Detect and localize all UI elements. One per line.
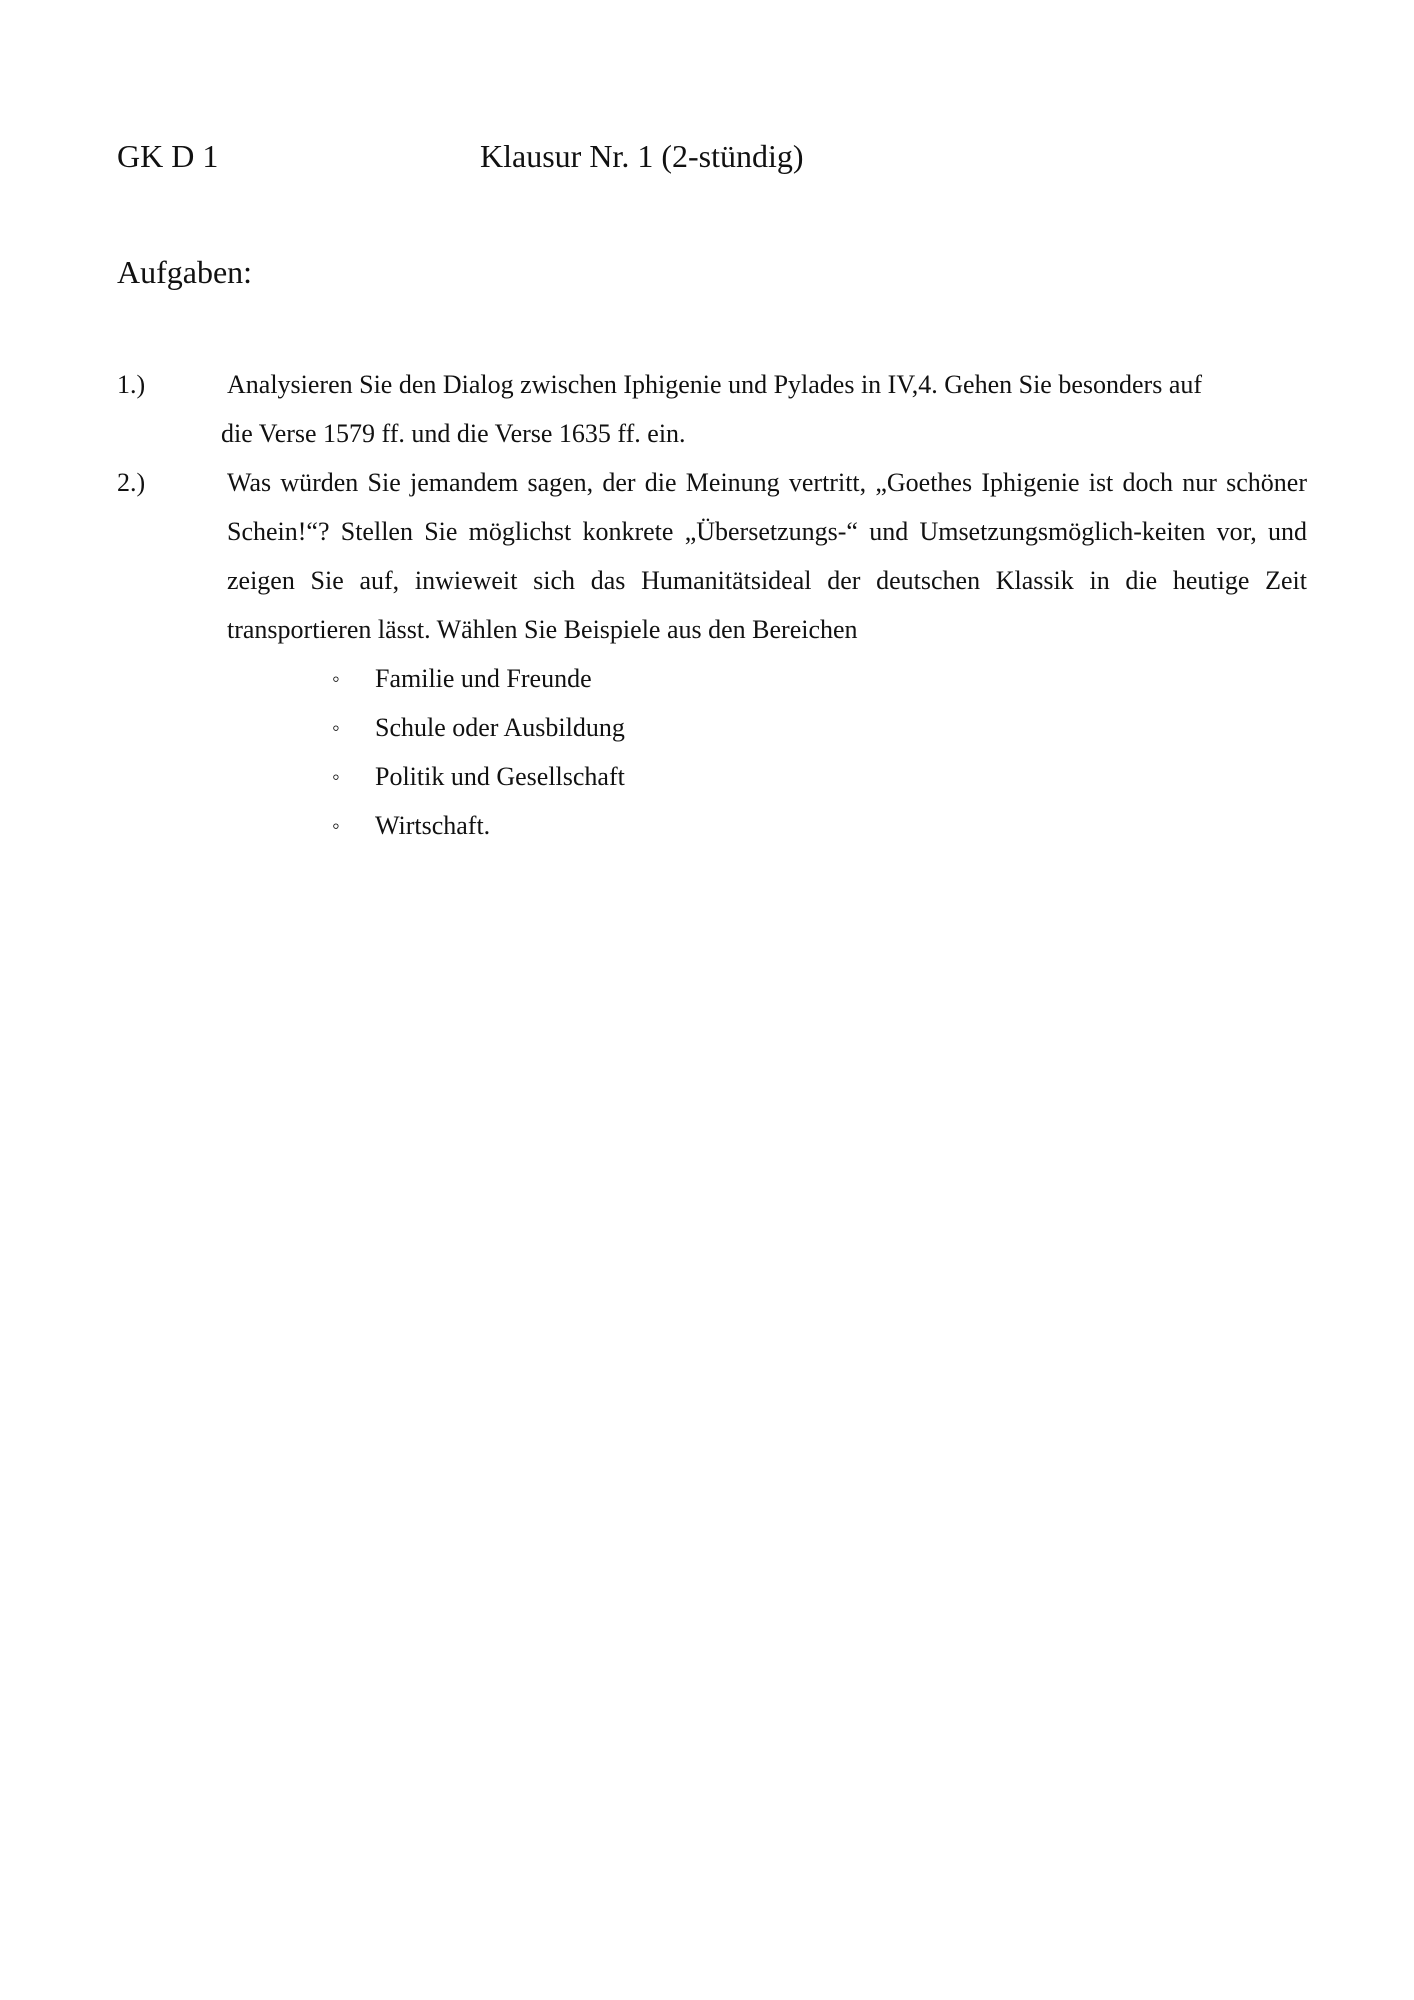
task-number: 1.) <box>117 370 146 399</box>
list-item <box>332 654 1307 703</box>
task-text-line: die Verse 1579 ff. und die Verse 1635 ff. ein. <box>221 419 686 448</box>
bullet-circle-icon: ◦ <box>332 813 340 838</box>
list-item-label: Wirtschaft. <box>375 811 491 840</box>
section-heading: Aufgaben: <box>117 254 253 290</box>
list-item <box>332 752 1307 801</box>
task-number: 2.) <box>117 468 146 497</box>
task-1 <box>117 360 1307 458</box>
exam-title: Klausur Nr. 1 (2-stündig) <box>480 138 804 174</box>
task-2 <box>117 458 1307 850</box>
bullet-circle-icon: ◦ <box>332 715 340 740</box>
list-item-label: Schule oder Ausbildung <box>375 713 625 742</box>
course-label: GK D 1 <box>117 138 219 174</box>
task-text <box>221 360 1307 458</box>
list-item-label: Politik und Gesellschaft <box>375 762 625 791</box>
task-text-line: Analysieren Sie den Dialog zwischen Iphigenie und Pylades in IV,4. Gehen Sie besonders auf <box>227 370 1203 399</box>
list-item-label: Familie und Freunde <box>375 664 592 693</box>
list-item <box>332 801 1307 850</box>
bullet-list <box>332 654 1307 850</box>
bullet-circle-icon: ◦ <box>332 764 340 789</box>
bullet-circle-icon: ◦ <box>332 666 340 691</box>
list-item <box>332 703 1307 752</box>
task-text: Was würden Sie jemandem sagen, der die Meinung vertritt, „Goethes Iphigenie ist doch nur schöner Schein!“? Stellen Sie möglichst konkrete „Übersetzungs-“ und Umsetzungsmöglich-keiten vor, und zeigen Sie auf, inwieweit sich das Humanitätsideal der deutschen Klassik in die heutige Zeit transportieren lässt. Wählen Sie Beispiele aus den Bereichen <box>227 468 1307 644</box>
